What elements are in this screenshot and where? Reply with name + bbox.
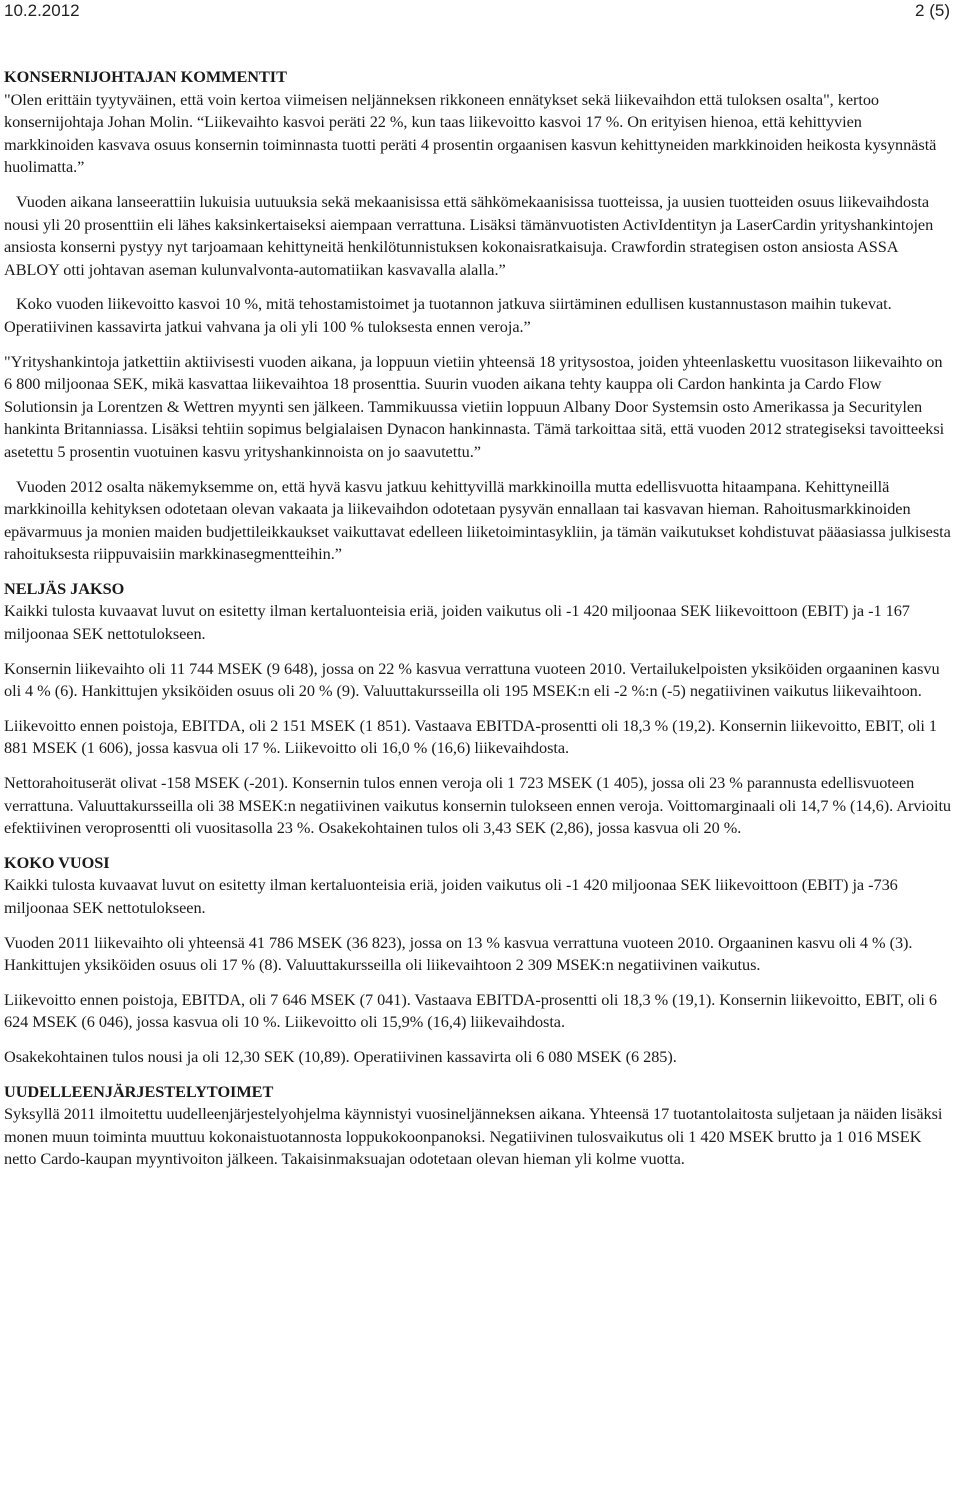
paragraph: Konsernin liikevaihto oli 11 744 MSEK (9 648), jossa on 22 % kasvua verrattuna vuoteen 2010. Vertailukelpoisten yksiköiden orgaaninen kasvu oli 4 % (6). Hankittujen yksiköiden osuus oli 20 % (9). Valuuttakursseilla oli 195 MSEK:n eli -2 %:n (-5) negatiivinen vaikutus liikevaihtoon. <box>4 658 940 701</box>
header-page-number: 2 (5) <box>915 1 950 20</box>
section-title-neljas-jakso: NELJÄS JAKSO <box>4 578 125 598</box>
section-title-uudelleenjarjestelytoimet: UUDELLEENJÄRJESTELYTOIMET <box>4 1081 274 1101</box>
paragraph: Koko vuoden liikevoitto kasvoi 10 %, mitä tehostamistoimet ja tuotannon jatkuva siirtäminen edullisen kustannustason maihin tukevat. Operatiivinen kassavirta jatkui vahvana ja oli yli 100 % tuloksesta ennen veroja.” <box>4 294 892 336</box>
paragraph: Osakekohtainen tulos nousi ja oli 12,30 SEK (10,89). Operatiivinen kassavirta oli 6 080 MSEK (6 285). <box>4 1046 677 1066</box>
paragraph: Vuoden 2012 osalta näkemyksemme on, että hyvä kasvu jatkuu kehittyvillä markkinoilla mutta edellisvuotta hitaampana. Kehittyneillä markkinoilla kehityksen odotetaan olevan vakaata ja liikevaihdon odotetaan pysyvän ennallaan tai kasvavan hieman. Rahoitusmarkkinoiden epävarmuus ja monien maiden budjettileikkaukset vaikuttavat edelleen liiketoimintasykliin, ja tämän vaikutukset kohdistuvat pääasiassa julkisesta rahoituksesta riippuvaisiin markkinasegmentteihin.” <box>4 476 951 564</box>
paragraph: Nettorahoituserät olivat -158 MSEK (-201). Konsernin tulos ennen veroja oli 1 723 MSEK (1 405), jossa oli 23 % parannusta edellisvuoteen verrattuna. Valuuttakursseilla oli 38 MSEK:n negatiivinen vaikutus konsernin tulokseen ennen veroja. Voittomarginaali oli 14,7 % (14,6). Arvioitu efektiivinen veroprosentti oli vuositasolla 23 %. Osakekohtainen tulos oli 3,43 SEK (2,86), jossa kasvua oli 20 %. <box>4 773 952 838</box>
paragraph: "Yrityshankintoja jatkettiin aktiivisesti vuoden aikana, ja loppuun vietiin yhteensä 18 yritysostoa, joiden yhteenlaskettu vuositason liikevaihto on 6 800 miljoonaa SEK, mikä kasvattaa liikevaihtoa 18 prosenttia. Suurin vuoden aikana tehty kauppa oli Cardon hankinta ja Cardo Flow Solutionsin ja Lorentzen & Wettren myynti sen jälkeen. Tammikuussa vietiin loppuun Albany Door Systemsin osto Amerikassa ja Securitylen hankinta Britanniassa. Lisäksi tehtiin sopimus belgialaisen Dynacon hankinnasta. Tämä tarkoittaa sitä, että vuoden 2012 strategiseksi tavoitteeksi asetettu 5 prosentin vuotuinen kasvu yrityshankinnoista on jo saavutettu.” <box>4 351 945 461</box>
page-header <box>4 0 952 22</box>
paragraph: "Olen erittäin tyytyväinen, että voin kertoa viimeisen neljänneksen rikkoneen ennätykset sekä liikevaihdon että tuloksen osalta", kertoo konsernijohtaja Johan Molin. “Liikevaihto kasvoi peräti 22 %, kun taas liikevoitto kasvoi 17 %. On erityisen hienoa, että kehittyvien markkinoiden kasvava osuus konsernin toiminnasta tuotti peräti 4 prosentin orgaanisen kasvun kehittyneiden markkinoiden heikosta kysynnästä huolimatta.” <box>4 89 937 177</box>
section-title-koko-vuosi: KOKO VUOSI <box>4 852 110 872</box>
paragraph: Liikevoitto ennen poistoja, EBITDA, oli 2 151 MSEK (1 851). Vastaava EBITDA-prosentti oli 18,3 % (19,2). Konsernin liikevoitto, EBIT, oli 1 881 MSEK (1 606), jossa kasvua oli 17 %. Liikevoitto oli 16,0 % (16,6) liikevaihdosta. <box>4 715 938 758</box>
paragraph: Syksyllä 2011 ilmoitettu uudelleenjärjestelyohjelma käynnistyi vuosineljänneksen aikana. Yhteensä 17 tuotantolaitosta suljetaan ja näiden lisäksi monen muun toiminta muuttuu kokonaistuotannosta loppukokoonpanoksi. Negatiivinen tulosvaikutus oli 1 420 MSEK brutto ja 1 016 MSEK netto Cardo-kaupan myyntivoiton jälkeen. Takaisinmaksuajan odotetaan olevan hieman yli kolme vuotta. <box>4 1104 943 1169</box>
document-body <box>4 66 954 1183</box>
paragraph: Vuoden aikana lanseerattiin lukuisia uutuuksia sekä mekaanisissa että sähkömekaanisissa tuotteissa, ja uusien tuotteiden osuus liikevaihdosta nousi yli 20 prosenttiin eli lähes kaksinkertaiseksi aiempaan verrattuna. Lisäksi tämänvuotisten ActivIdentityn ja LaserCardin yrityshankintojen ansiosta konserni pystyy nyt tarjoamaan kehittyneitä henkilötunnistuksen kokonaisratkaisuja. Crawfordin strategisen oston ansiosta ASSA ABLOY otti johtavan aseman kulunvalvonta-automatiikan kasvavalla alalla.” <box>4 191 934 279</box>
header-date: 10.2.2012 <box>4 1 80 20</box>
paragraph: Vuoden 2011 liikevaihto oli yhteensä 41 786 MSEK (36 823), jossa on 13 % kasvua verrattuna vuoteen 2010. Orgaaninen kasvu oli 4 % (3). Hankittujen yksiköiden osuus oli 17 % (8). Valuuttakursseilla oli liikevaihtoon 2 309 MSEK:n negatiivinen vaikutus. <box>4 932 913 975</box>
paragraph: Kaikki tulosta kuvaavat luvut on esitetty ilman kertaluonteisia eriä, joiden vaikutus oli -1 420 miljoonaa SEK liikevoittoon (EBIT) ja -1 167 miljoonaa SEK nettotulokseen. <box>4 601 910 644</box>
paragraph: Kaikki tulosta kuvaavat luvut on esitetty ilman kertaluonteisia eriä, joiden vaikutus oli -1 420 miljoonaa SEK liikevoittoon (EBIT) ja -736 miljoonaa SEK nettotulokseen. <box>4 875 898 917</box>
section-title-konsernijohtajan: KONSERNIJOHTAJAN KOMMENTIT <box>4 67 287 86</box>
paragraph: Liikevoitto ennen poistoja, EBITDA, oli 7 646 MSEK (7 041). Vastaava EBITDA-prosentti oli 18,3 % (19,1). Konsernin liikevoitto, EBIT, oli 6 624 MSEK (6 046), jossa kasvua oli 10 %. Liikevoitto oli 15,9% (16,4) liikevaihdosta. <box>4 989 938 1032</box>
